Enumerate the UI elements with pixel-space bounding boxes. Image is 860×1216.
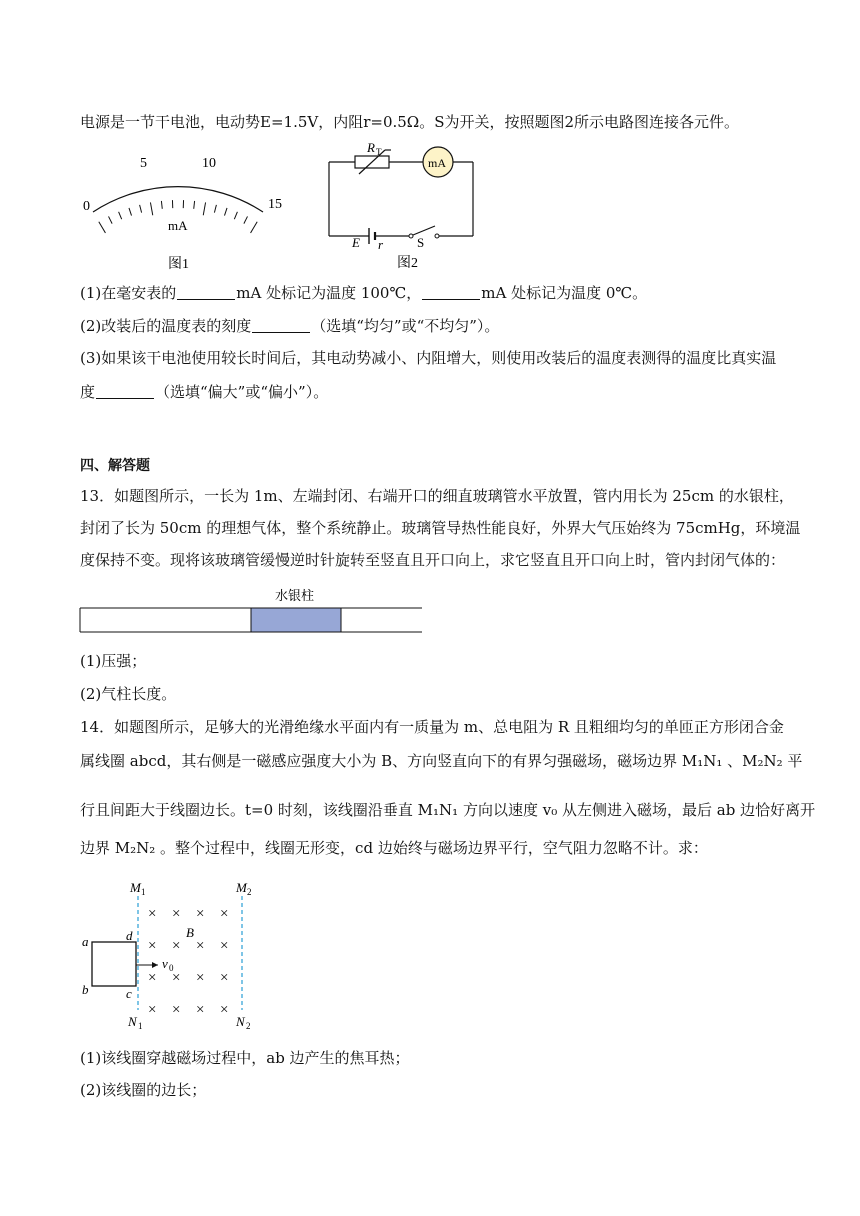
- fig1-scale-tick: [129, 208, 132, 216]
- q12-part3-line2: 度 （选填“偏大”或“偏小”）。: [80, 383, 329, 401]
- fig1-scale-tick: [119, 212, 122, 219]
- q12-part3-line1: (3)如果该干电池使用较长时间后，其电动势减小、内阻增大，则使用改装后的温度表测得的温度比真实温: [80, 349, 777, 367]
- q14-sub1: (1)该线圈穿越磁场过程中，ab 边产生的焦耳热；: [80, 1049, 410, 1067]
- fig1-scale-tick: [244, 216, 248, 223]
- q13-sub1: (1)压强；: [80, 652, 147, 670]
- label-b-corner: b: [82, 982, 89, 997]
- q13-line3: 度保持不变。现将该玻璃管缓慢逆时针旋转至竖直且开口向上，求它竖直且开口向上时，管内封闭气体的：: [80, 551, 786, 569]
- field-cross-icon: ×: [196, 938, 205, 954]
- svg-text:0: 0: [169, 963, 174, 973]
- label-m1: M: [130, 880, 141, 895]
- fig1-caption: 图1: [168, 257, 189, 272]
- q12-part1: (1)在毫安表的 mA 处标记为温度 100℃， mA 处标记为温度 0℃。: [80, 284, 648, 302]
- r-label: r: [378, 237, 384, 252]
- answer-blank[interactable]: [96, 383, 154, 399]
- label-c: c: [126, 986, 132, 1001]
- fig1-scale-tick: [234, 212, 237, 219]
- field-cross-icon: ×: [220, 906, 229, 922]
- q13-sub2: (2)气柱长度。: [80, 685, 177, 703]
- mercury-label: 水银柱: [275, 588, 315, 603]
- intro-line: 电源是一节干电池，电动势E=1.5V，内阻r=0.5Ω。S为开关，按照题图2所示电路图连接各元件。: [80, 113, 740, 131]
- fig1-scale-tick: [214, 205, 216, 213]
- fig1-unit: mA: [168, 218, 188, 233]
- q14-line1: 14．如题图所示，足够大的光滑绝缘水平面内有一质量为 m、总电阻为 R 且粗细均匀的单匝正方形闭合金: [80, 718, 784, 736]
- switch-label: S: [417, 235, 425, 250]
- emf-label: E: [352, 235, 360, 250]
- label-v: v: [162, 956, 168, 971]
- fig2-circuit: [325, 140, 485, 270]
- fig2-caption: 图2: [397, 256, 418, 271]
- svg-text:2: 2: [246, 1021, 251, 1031]
- field-cross-icon: ×: [172, 938, 181, 954]
- label-d: d: [126, 928, 133, 943]
- field-cross-icon: ×: [172, 1002, 181, 1018]
- svg-text:1: 1: [141, 887, 146, 897]
- field-cross-icon: ×: [148, 906, 157, 922]
- section-title: 四、解答题: [80, 458, 150, 474]
- fig1-tick-10: 10: [202, 156, 216, 171]
- fig1-scale-tick: [150, 202, 152, 215]
- fig1-tick-0: 0: [83, 199, 90, 214]
- switch-blade: [413, 226, 435, 235]
- q13-line1: 13．如题图所示，一长为 1m、左端封闭、右端开口的细直玻璃管水平放置，管内用长为 25cm 的水银柱，: [80, 487, 794, 505]
- fig1-scale-tick: [109, 216, 113, 223]
- fig1-meter-scale: [78, 150, 288, 270]
- fig1-scale-tick: [99, 222, 106, 233]
- answer-blank[interactable]: [177, 284, 235, 300]
- field-cross-icon: ×: [196, 906, 205, 922]
- q12-part2: (2)改装后的温度表的刻度 （选填“均匀”或“不均匀”）。: [80, 317, 500, 335]
- fig1-scale-tick: [203, 202, 205, 215]
- q14-line2: 属线圈 abcd，其右侧是一磁感应强度大小为 B、方向竖直向下的有界匀强磁场，磁场边界 M₁N₁ 、M₂N₂ 平: [80, 752, 803, 770]
- field-cross-icon: ×: [196, 970, 205, 986]
- fig1-tick-15: 15: [268, 197, 282, 212]
- answer-blank[interactable]: [422, 284, 480, 300]
- field-cross-icon: ×: [220, 1002, 229, 1018]
- coil-abcd: [92, 942, 136, 986]
- field-cross-icon: ×: [148, 1002, 157, 1018]
- answer-blank[interactable]: [252, 317, 310, 333]
- field-cross-icon: ×: [220, 938, 229, 954]
- svg-text:1: 1: [138, 1021, 143, 1031]
- label-m2: M: [236, 880, 247, 895]
- q14-sub2: (2)该线圈的边长；: [80, 1081, 207, 1099]
- thermistor-sub: T: [376, 147, 382, 157]
- fig1-scale-tick: [140, 205, 142, 213]
- field-cross-icon: ×: [148, 970, 157, 986]
- fig1-scale-tick: [161, 201, 162, 209]
- mercury-column: [251, 608, 341, 632]
- svg-text:2: 2: [247, 887, 252, 897]
- label-b: B: [186, 925, 194, 940]
- label-n1: N: [128, 1014, 137, 1029]
- q13-tube-figure: [78, 584, 428, 634]
- label-a: a: [82, 934, 89, 949]
- fig1-tick-5: 5: [140, 156, 147, 171]
- field-cross-icon: ×: [220, 970, 229, 986]
- q14-line4: 边界 M₂N₂ 。整个过程中，线圈无形变，cd 边始终与磁场边界平行，空气阻力忽略不计。求：: [80, 839, 708, 857]
- field-cross-icon: ×: [172, 970, 181, 986]
- q14-line3: 行且间距大于线圈边长。t=0 时刻，该线圈沿垂直 M₁N₁ 方向以速度 v₀ 从左侧进入磁场，最后 ab 边恰好离开: [80, 801, 816, 819]
- q13-line2: 封闭了长为 50cm 的理想气体，整个系统静止。玻璃管导热性能良好，外界大气压始终为 75cmHg，环境温: [80, 519, 801, 537]
- label-n2: N: [236, 1014, 245, 1029]
- fig1-scale-tick: [251, 222, 258, 233]
- field-cross-icon: ×: [196, 1002, 205, 1018]
- fig1-scale-tick: [224, 208, 227, 216]
- q14-magnetic-field-figure: [80, 880, 280, 1030]
- field-cross-icon: ×: [172, 906, 181, 922]
- fig1-scale-tick: [194, 201, 195, 209]
- field-cross-icon: ×: [148, 938, 157, 954]
- thermistor-label: R: [367, 140, 375, 155]
- meter-label: mA: [428, 156, 446, 170]
